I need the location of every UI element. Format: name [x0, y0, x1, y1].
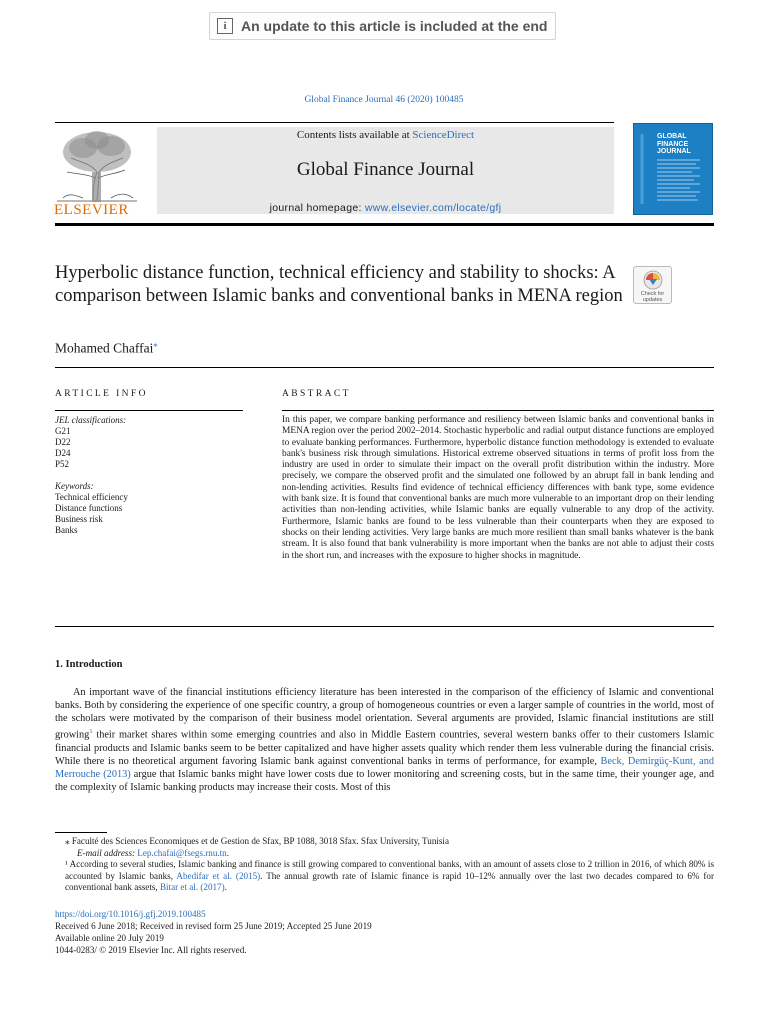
abstract-rule: [282, 410, 714, 411]
cover-title: GLOBAL FINANCE JOURNAL: [657, 133, 691, 155]
footnote-1: [55, 859, 714, 894]
email-label: E-mail address:: [77, 847, 138, 858]
copyright: 1044-0283/ © 2019 Elsevier Inc. All rights reserved.: [55, 945, 247, 955]
contents-line: [157, 129, 614, 141]
keyword: Business risk: [55, 514, 103, 524]
article-info-heading: ARTICLE INFO: [55, 389, 148, 399]
info-icon: i: [217, 18, 233, 34]
sciencedirect-link[interactable]: ScienceDirect: [412, 129, 475, 141]
author-affiliation-marker[interactable]: ⁎: [153, 340, 158, 349]
keyword: Technical efficiency: [55, 492, 128, 502]
citation-abedifar-2015[interactable]: Abedifar et al. (2015): [176, 870, 261, 881]
footnote-1-text: ¹ According to several studies, Islamic banking and finance is still growing compared to conventional banks, with an amount of assets close to 2 trillion in 2016, of which 80% is accounted by Islamic banks,: [65, 859, 714, 881]
crossmark-label: Check for updates: [640, 291, 665, 303]
jel-code: P52: [55, 459, 70, 469]
footnotes: [55, 836, 714, 894]
keyword: Distance functions: [55, 503, 123, 513]
introduction-heading: 1. Introduction: [55, 659, 123, 670]
jel-code: D22: [55, 437, 71, 447]
article-title: Hyperbolic distance function, technical efficiency and stability to shocks: A comparison between Islamic banks and conventional banks in MENA region: [55, 263, 623, 306]
publisher-logo-text: ELSEVIER: [54, 202, 129, 218]
abstract-heading: ABSTRACT: [282, 389, 351, 399]
contents-prefix: Contents lists available at: [296, 129, 413, 141]
homepage-prefix: journal homepage:: [269, 202, 365, 214]
author-line: [55, 340, 157, 357]
header-thick-rule: [55, 223, 714, 226]
introduction-paragraph: [55, 686, 714, 794]
header-rule: [55, 122, 614, 123]
jel-label: JEL classifications:: [55, 415, 127, 425]
intro-text: An important wave of the financial institutions efficiency literature has been interested in the comparison of the efficiency of Islamic and conventional banks. Both by considering the experience of one specific country, a group of homogeneous countries or even a larger sample of countries in the world, most of the scholars were motivated by the comparison of their business model orientation. Several arguments are provided, Islamic financial institutions are still growing: [55, 687, 714, 741]
jel-code: G21: [55, 426, 71, 436]
homepage-line: [157, 202, 614, 214]
email-footnote: [55, 848, 714, 860]
journal-cover-image: [633, 123, 713, 215]
footnote-rule: [55, 832, 107, 833]
cover-text-lines: [634, 124, 713, 215]
abstract-text: In this paper, we compare banking performance and resiliency between Islamic banks and conventional banks in MENA region over the period 2002–2014. Stochastic hyperbolic and radial output distance functions are employed to evaluate banking performances. Furthermore, hyperbolic distance function methodology is extended to evaluate bank's business risk through simulations. Historical extreme observed situations in terms of profit loss from the industry are used in order to simulate their impact on the overall profit distribution within the industry. More precisely, we compare the observed profit and the simulated one followed by an abrupt fall in bank lending and non-lending activities. Results find evidence of technical efficiency differences with bank type, some evidence with bank size. It is found that conventional banks are much more vulnerable to an important drop on their lending activities than non-lending activities, while Islamic banks are equally vulnerable to any drop of the activity. Furthermore, Islamic banks are found to be less vulnerable than their counterparts when they are exposed to shocks on their lending activities. Very large banks are much more resilient than small banks whatever is the bank stream. It is also found that bank vulnerability is more important when the banks are not able to adjust their costs in the short run, and increases with the exposure to higher shocks in magnitude.: [282, 415, 714, 561]
keyword: Banks: [55, 525, 78, 535]
author-email-link[interactable]: Lep.chafai@fsegs.rnu.tn: [137, 847, 227, 858]
received-dates: Received 6 June 2018; Received in revised form 25 June 2019; Accepted 25 June 2019: [55, 921, 372, 931]
doi-link[interactable]: https://doi.org/10.1016/j.gfj.2019.100485: [55, 909, 206, 919]
available-online: Available online 20 July 2019: [55, 933, 164, 943]
publication-metadata: [55, 908, 372, 956]
citation-beck-2013[interactable]: Beck, Demirgüç-Kunt, and Merrouche (2013): [55, 755, 714, 780]
footnote-1-text: .: [224, 882, 227, 892]
affiliation-footnote: ⁎ Faculté des Sciences Economiques et de Gestion de Sfax, BP 1088, 3018 Sfax. Sfax University, Tunisia: [65, 836, 449, 846]
homepage-link[interactable]: www.elsevier.com/locate/gfj: [364, 202, 502, 214]
citation-bitar-2017[interactable]: Bitar et al. (2017): [159, 882, 225, 892]
author-rule: [55, 367, 714, 368]
intro-text: argue that Islamic banks might have lower costs due to lower monitoring and screening costs, but in the same time, their younger age, and the complexity of Islamic banking products may increase their costs. Most of this: [55, 768, 714, 794]
check-for-updates-button[interactable]: [633, 266, 672, 304]
journal-title: Global Finance Journal: [296, 159, 475, 180]
abstract-end-rule: [55, 626, 714, 627]
footnote-1-text: . The annual growth rate of Islamic finance is rapid 10–12% annually over the last two decades compared to 6% for conventional bank assets,: [65, 870, 715, 892]
author-name: Mohamed Chaffai: [55, 340, 154, 356]
jel-code: D24: [55, 448, 71, 458]
footnote-1-marker[interactable]: 1: [89, 728, 93, 736]
email-end: .: [226, 847, 230, 858]
article-info-rule: [55, 410, 243, 411]
crossmark-icon: [642, 270, 664, 290]
journal-reference-link[interactable]: Global Finance Journal 46 (2020) 100485: [304, 95, 464, 105]
update-banner[interactable]: [209, 12, 556, 40]
update-banner-text: An update to this article is included at the end: [241, 18, 548, 34]
intro-text: their market shares within some emerging countries and also in Middle Eastern countries, several western banks offer to their customers Islamic financial products and Islamic banks seem to be better capitalized and have higher assets quality which render them less vulnerable during the financial crisis. While there is no theoretical argument favoring Islamic bank against conventional banks in terms of performance, for example,: [55, 729, 714, 767]
article-info-list: [55, 415, 128, 536]
keywords-label: Keywords:: [55, 481, 94, 491]
